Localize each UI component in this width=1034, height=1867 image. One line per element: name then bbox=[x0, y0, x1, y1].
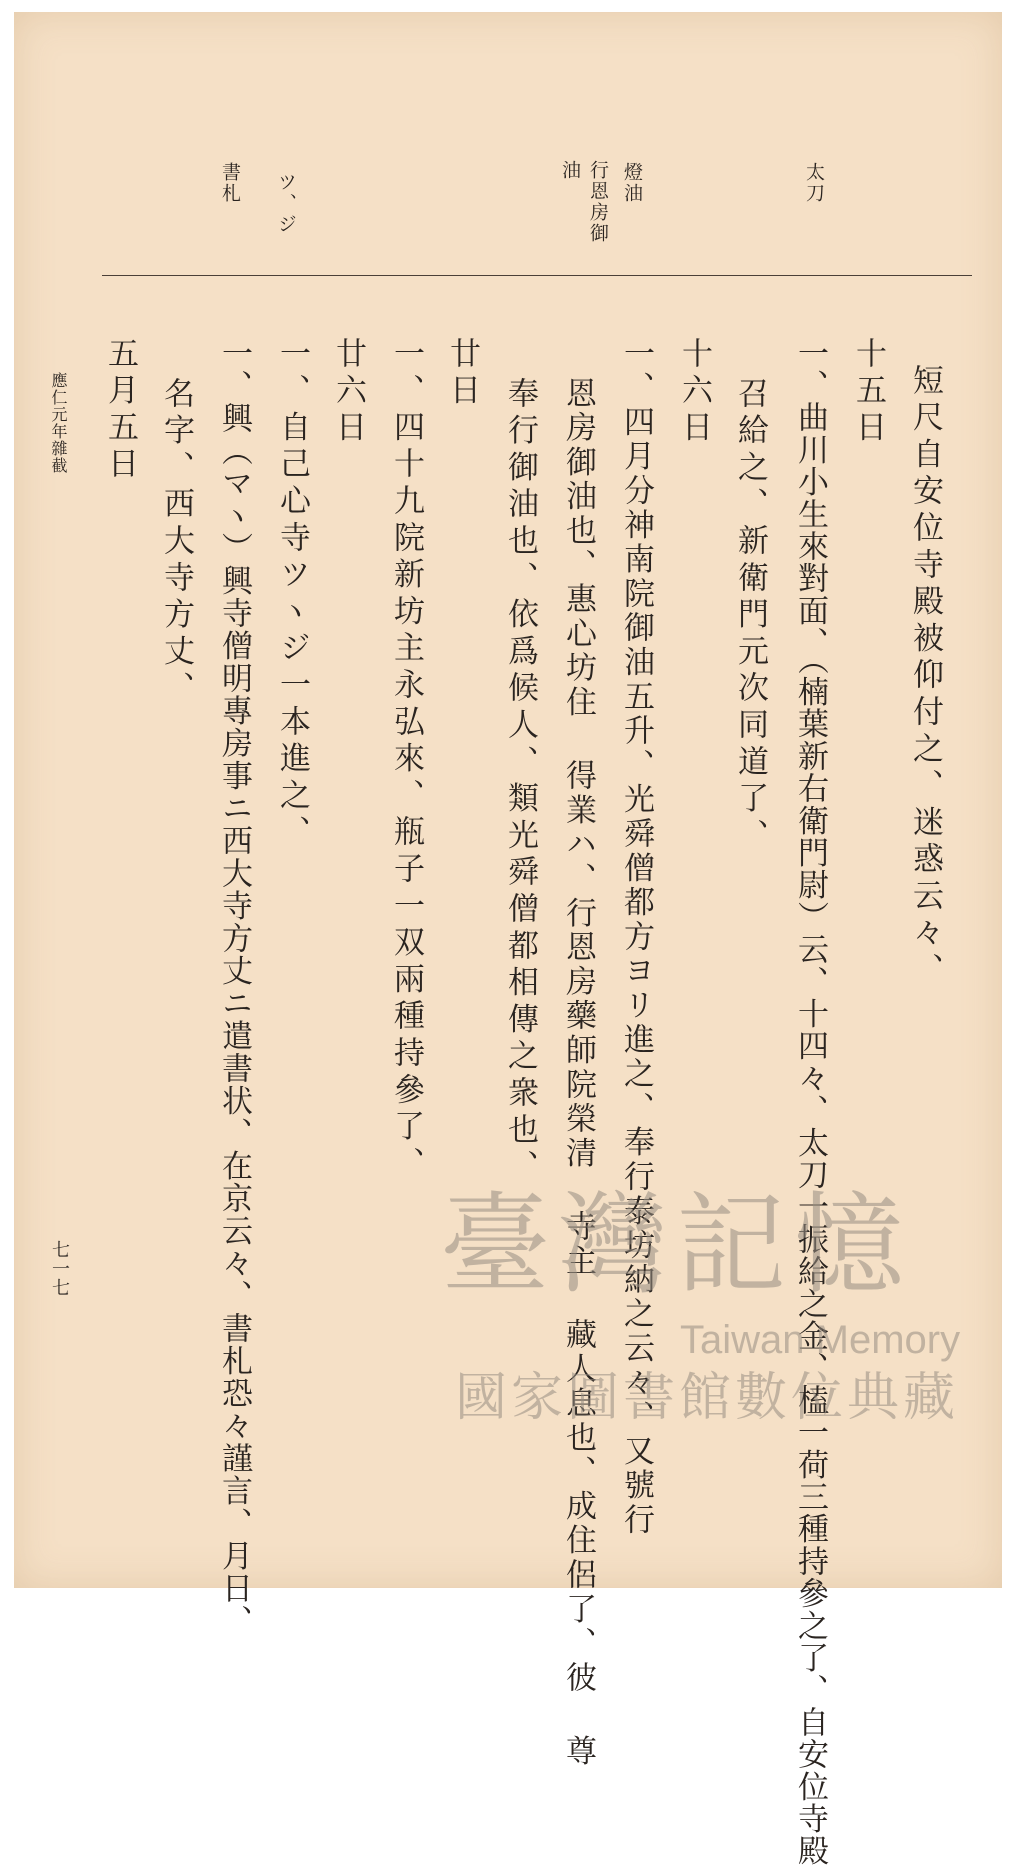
upper-note-shosatsu: 書札 bbox=[219, 162, 241, 204]
text-column-5: 十六日 bbox=[676, 337, 712, 448]
watermark-logo: 臺灣記憶 bbox=[440, 1181, 912, 1309]
text-column-11: 廿六日 bbox=[330, 337, 366, 448]
text-column-9: 廿日 bbox=[444, 337, 480, 411]
text-column-4: 召給之、新衛門元次同道了、 bbox=[732, 377, 768, 856]
text-column-7: 恩房御油也、惠心坊住 得業ハ、行恩房藥師院榮清 寺主 藏人息也、成住侶了、彼 尊 bbox=[560, 377, 596, 1769]
text-column-6: 一、四月分神南院御油五升、光舜僧都方ヨリ進之、奉行泰坊納之云々、又號行 bbox=[618, 337, 654, 1538]
watermark-english: Taiwan Memory bbox=[680, 1318, 961, 1362]
text-column-12: 一、自己心寺ツヽジ一本進之、 bbox=[274, 337, 310, 853]
text-column-13: 一、興（マヽ）興寺僧明專房事ニ西大寺方丈ニ遣書状、在京云々、書札恐々謹言、月日、 bbox=[216, 337, 252, 1637]
page-number: 七一七 bbox=[49, 1240, 70, 1297]
text-column-8: 奉行御油也、依爲候人、類光舜僧都相傳之衆也、 bbox=[502, 377, 538, 1187]
header-divider-line bbox=[102, 275, 972, 276]
text-column-10: 一、四十九院新坊主永弘來、瓶子一双兩種持參了、 bbox=[388, 337, 424, 1184]
text-column-3: 一、曲川小生來對面、（楠葉新右衛門尉）云、十四々、太刀一振給之金、榼一荷三種持參之了、自安位寺殿 bbox=[792, 337, 828, 1867]
text-column-15: 五月五日 bbox=[102, 337, 138, 485]
upper-note-toyu: 燈油 bbox=[621, 162, 643, 204]
upper-note-tsutsuji: ツ、ジ bbox=[275, 172, 297, 235]
running-title: 應仁元年雜截 bbox=[49, 372, 68, 474]
upper-note-gyoonbo: 行恩房御 bbox=[587, 160, 609, 244]
watermark-subtitle: 國家圖書館數位典藏 bbox=[455, 1368, 960, 1428]
upper-note-abura: 油 bbox=[559, 160, 581, 181]
upper-note-tachi: 太刀 bbox=[803, 162, 825, 204]
text-column-1: 短尺自安位寺殿被仰付之、迷惑云々、 bbox=[907, 364, 943, 990]
text-column-2: 十五日 bbox=[850, 337, 886, 448]
text-column-14: 名字、西大寺方丈、 bbox=[158, 377, 194, 709]
